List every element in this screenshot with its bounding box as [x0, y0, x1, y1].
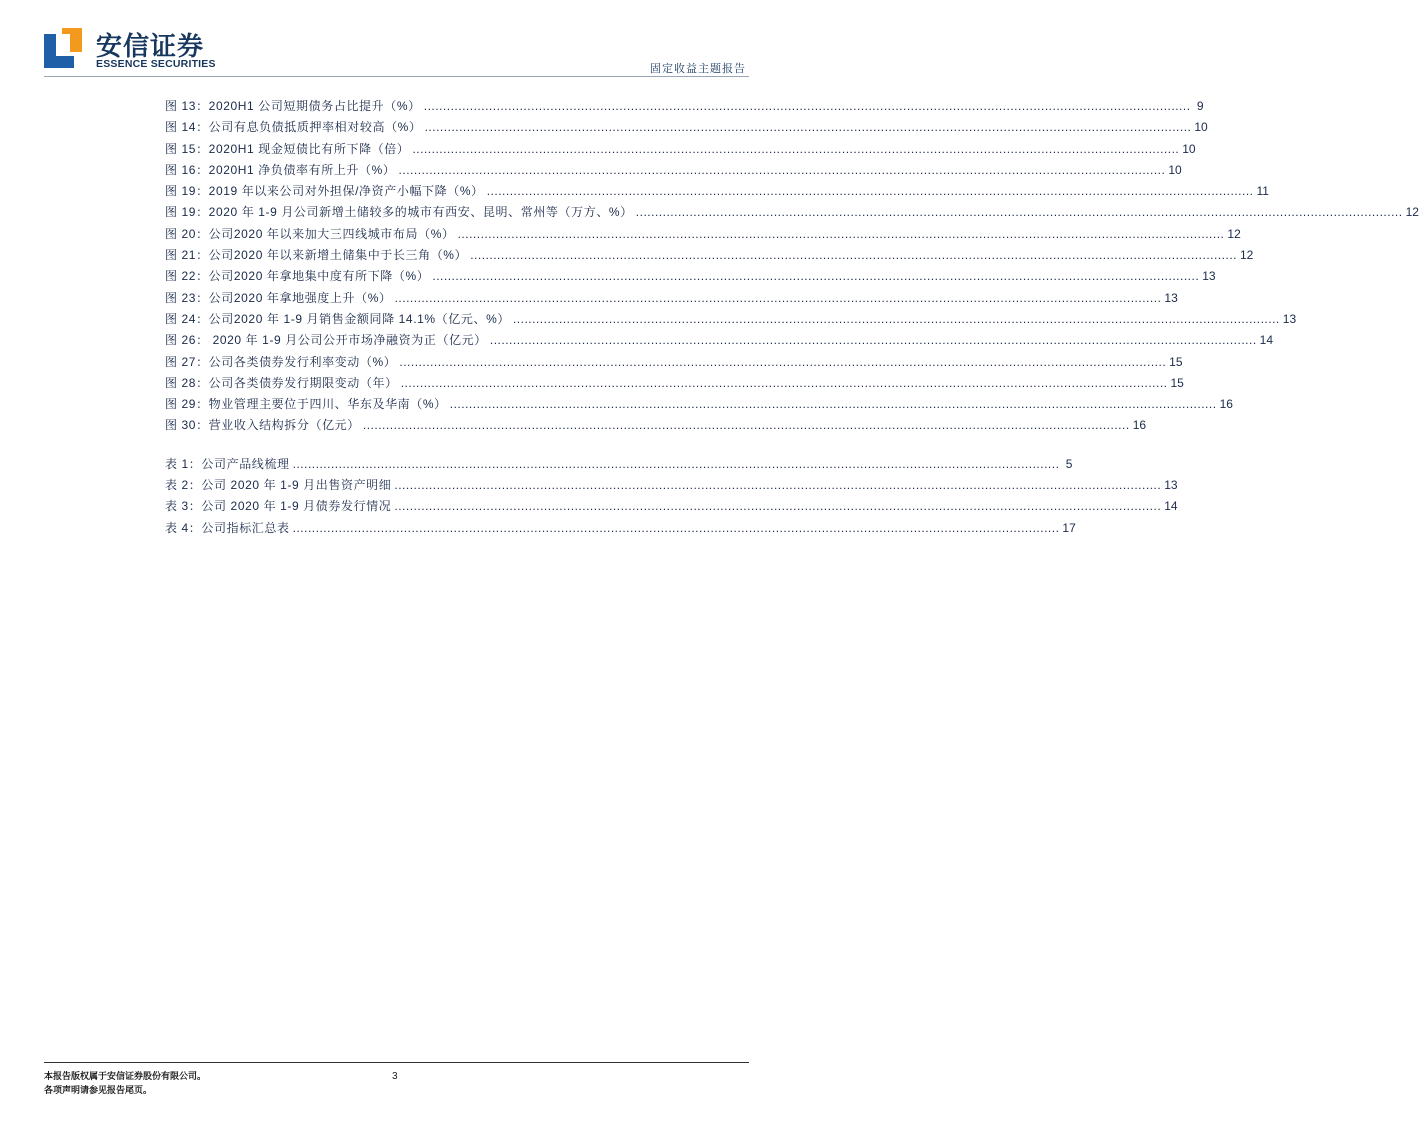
toc-figure-entry[interactable] — [165, 374, 1184, 395]
toc-figure-entry[interactable] — [165, 331, 1274, 352]
toc-figure-entry[interactable] — [165, 118, 1208, 139]
toc-entry-label: 表 3：公司 2020 年 1-9 月债券发行情况 — [165, 499, 392, 514]
table-of-contents — [165, 97, 1419, 540]
tables-list — [165, 455, 1178, 540]
toc-entry-label: 表 2：公司 2020 年 1-9 月出售资产明细 — [165, 478, 392, 493]
toc-entry-page: 10 — [1194, 120, 1208, 135]
figures-list — [165, 97, 1419, 438]
toc-entry-label: 图 14：公司有息负债抵质押率相对较高（%） — [165, 120, 422, 135]
dot-leader: ........................................................................................................................................................................................................ — [512, 311, 1280, 326]
toc-figure-entry[interactable] — [165, 203, 1419, 224]
toc-entry-label: 图 15：2020H1 现金短债比有所下降（倍） — [165, 141, 410, 156]
toc-entry-label: 图 13：2020H1 公司短期债务占比提升（%） — [165, 99, 421, 113]
toc-table-entry[interactable] — [165, 455, 1073, 476]
toc-entry-label: 图 21：公司2020 年以来新增土储集中于长三角（%） — [165, 248, 468, 263]
dot-leader: ........................................................................................................................................................................................................ — [394, 499, 1162, 514]
toc-entry-page: 9 — [1196, 99, 1204, 113]
essence-logo-icon — [44, 28, 82, 68]
dot-leader: ........................................................................................................................................................................................................ — [362, 418, 1130, 433]
toc-entry-label: 图 30：营业收入结构拆分（亿元） — [165, 418, 360, 433]
toc-entry-page: 10 — [1168, 162, 1182, 177]
toc-figure-entry[interactable] — [165, 97, 1204, 118]
toc-figure-entry[interactable] — [165, 246, 1254, 267]
dot-leader: ........................................................................................................................................................................................................ — [635, 205, 1403, 220]
toc-entry-page: 11 — [1256, 184, 1269, 199]
footer-copyright: 本报告版权属于安信证券股份有限公司。 — [44, 1072, 207, 1082]
toc-entry-label: 图 23：公司2020 年拿地强度上升（%） — [165, 290, 392, 305]
dot-leader: ........................................................................................................................................................................................................ — [412, 141, 1180, 156]
page-number: 3 — [392, 1071, 398, 1082]
toc-figure-entry[interactable] — [165, 289, 1178, 310]
toc-entry-label: 图 19：2020 年 1-9 月公司新增土储较多的城市有西安、昆明、常州等（万方、%） — [165, 205, 633, 220]
toc-entry-label: 图 19：2019 年以来公司对外担保/净资产小幅下降（%） — [165, 184, 484, 199]
report-type: 固定收益主题报告 — [650, 63, 746, 75]
toc-figure-entry[interactable] — [165, 140, 1196, 161]
toc-entry-label: 图 26： 2020 年 1-9 月公司公开市场净融资为正（亿元） — [165, 333, 487, 348]
toc-entry-page: 16 — [1132, 418, 1147, 433]
header-divider — [44, 76, 749, 77]
dot-leader: ........................................................................................................................................................................................................ — [394, 478, 1162, 493]
toc-entry-page: 12 — [1405, 205, 1419, 220]
toc-figure-entry[interactable] — [165, 353, 1183, 374]
toc-figure-entry[interactable] — [165, 225, 1241, 246]
toc-entry-label: 图 22：公司2020 年拿地集中度有所下降（%） — [165, 269, 430, 284]
brand-name-en: ESSENCE SECURITIES — [96, 58, 216, 70]
toc-table-entry[interactable] — [165, 497, 1178, 518]
toc-entry-label: 图 27：公司各类债券发行利率变动（%） — [165, 354, 397, 369]
dot-leader: ........................................................................................................................................................................................................ — [292, 520, 1060, 535]
toc-figure-entry[interactable] — [165, 395, 1233, 416]
toc-entry-page: 10 — [1182, 141, 1196, 156]
footer-disclaimer-note: 各项声明请参见报告尾页。 — [44, 1086, 153, 1096]
dot-leader: ........................................................................................................................................................................................................ — [292, 456, 1060, 471]
toc-entry-page: 14 — [1259, 333, 1274, 348]
dot-leader: ........................................................................................................................................................................................................ — [400, 375, 1168, 390]
toc-entry-page: 16 — [1219, 397, 1233, 412]
toc-entry-page: 12 — [1227, 226, 1241, 241]
toc-entry-page: 15 — [1170, 375, 1184, 390]
dot-leader: ........................................................................................................................................................................................................ — [449, 397, 1217, 412]
dot-leader: ........................................................................................................................................................................................................ — [398, 162, 1166, 177]
footer-divider — [44, 1062, 749, 1063]
brand-name-cn: 安信证券 — [96, 31, 205, 61]
dot-leader: ........................................................................................................................................................................................................ — [457, 226, 1225, 241]
toc-entry-page: 14 — [1164, 499, 1178, 514]
dot-leader: ........................................................................................................................................................................................................ — [424, 120, 1192, 135]
toc-figure-entry[interactable] — [165, 182, 1269, 203]
toc-entry-page: 13 — [1202, 269, 1216, 284]
toc-table-entry[interactable] — [165, 476, 1178, 497]
toc-table-entry[interactable] — [165, 519, 1076, 540]
toc-entry-label: 图 29：物业管理主要位于四川、华东及华南（%） — [165, 397, 447, 412]
dot-leader: ........................................................................................................................................................................................................ — [486, 184, 1254, 199]
toc-figure-entry[interactable] — [165, 267, 1216, 288]
dot-leader: ........................................................................................................................................................................................................ — [394, 290, 1162, 305]
dot-leader: ........................................................................................................................................................................................................ — [399, 354, 1167, 369]
toc-entry-page: 13 — [1164, 290, 1178, 305]
toc-entry-page: 13 — [1164, 478, 1178, 493]
toc-entry-label: 图 20：公司2020 年以来加大三四线城市布局（%） — [165, 226, 455, 241]
dot-leader: ........................................................................................................................................................................................................ — [470, 248, 1237, 263]
dot-leader: ........................................................................................................................................................................................................ — [432, 269, 1200, 284]
toc-entry-page: 12 — [1239, 248, 1254, 263]
toc-entry-label: 表 1：公司产品线梳理 — [165, 456, 290, 471]
toc-entry-label: 图 16：2020H1 净负债率有所上升（%） — [165, 162, 396, 177]
toc-figure-entry[interactable] — [165, 310, 1297, 331]
toc-entry-page: 13 — [1282, 311, 1297, 326]
toc-entry-page: 5 — [1065, 456, 1073, 471]
toc-entry-label: 图 28：公司各类债券发行期限变动（年） — [165, 375, 398, 390]
toc-entry-label: 图 24：公司2020 年 1-9 月销售金额同降 14.1%（亿元、%） — [165, 311, 510, 326]
toc-figure-entry[interactable] — [165, 416, 1147, 437]
page-header — [0, 0, 793, 80]
toc-entry-page: 15 — [1169, 354, 1183, 369]
toc-entry-page: 17 — [1062, 520, 1076, 535]
dot-leader: ........................................................................................................................................................................................................ — [489, 333, 1257, 348]
toc-entry-label: 表 4：公司指标汇总表 — [165, 520, 290, 535]
toc-figure-entry[interactable] — [165, 161, 1182, 182]
dot-leader: ........................................................................................................................................................................................................ — [423, 99, 1191, 113]
